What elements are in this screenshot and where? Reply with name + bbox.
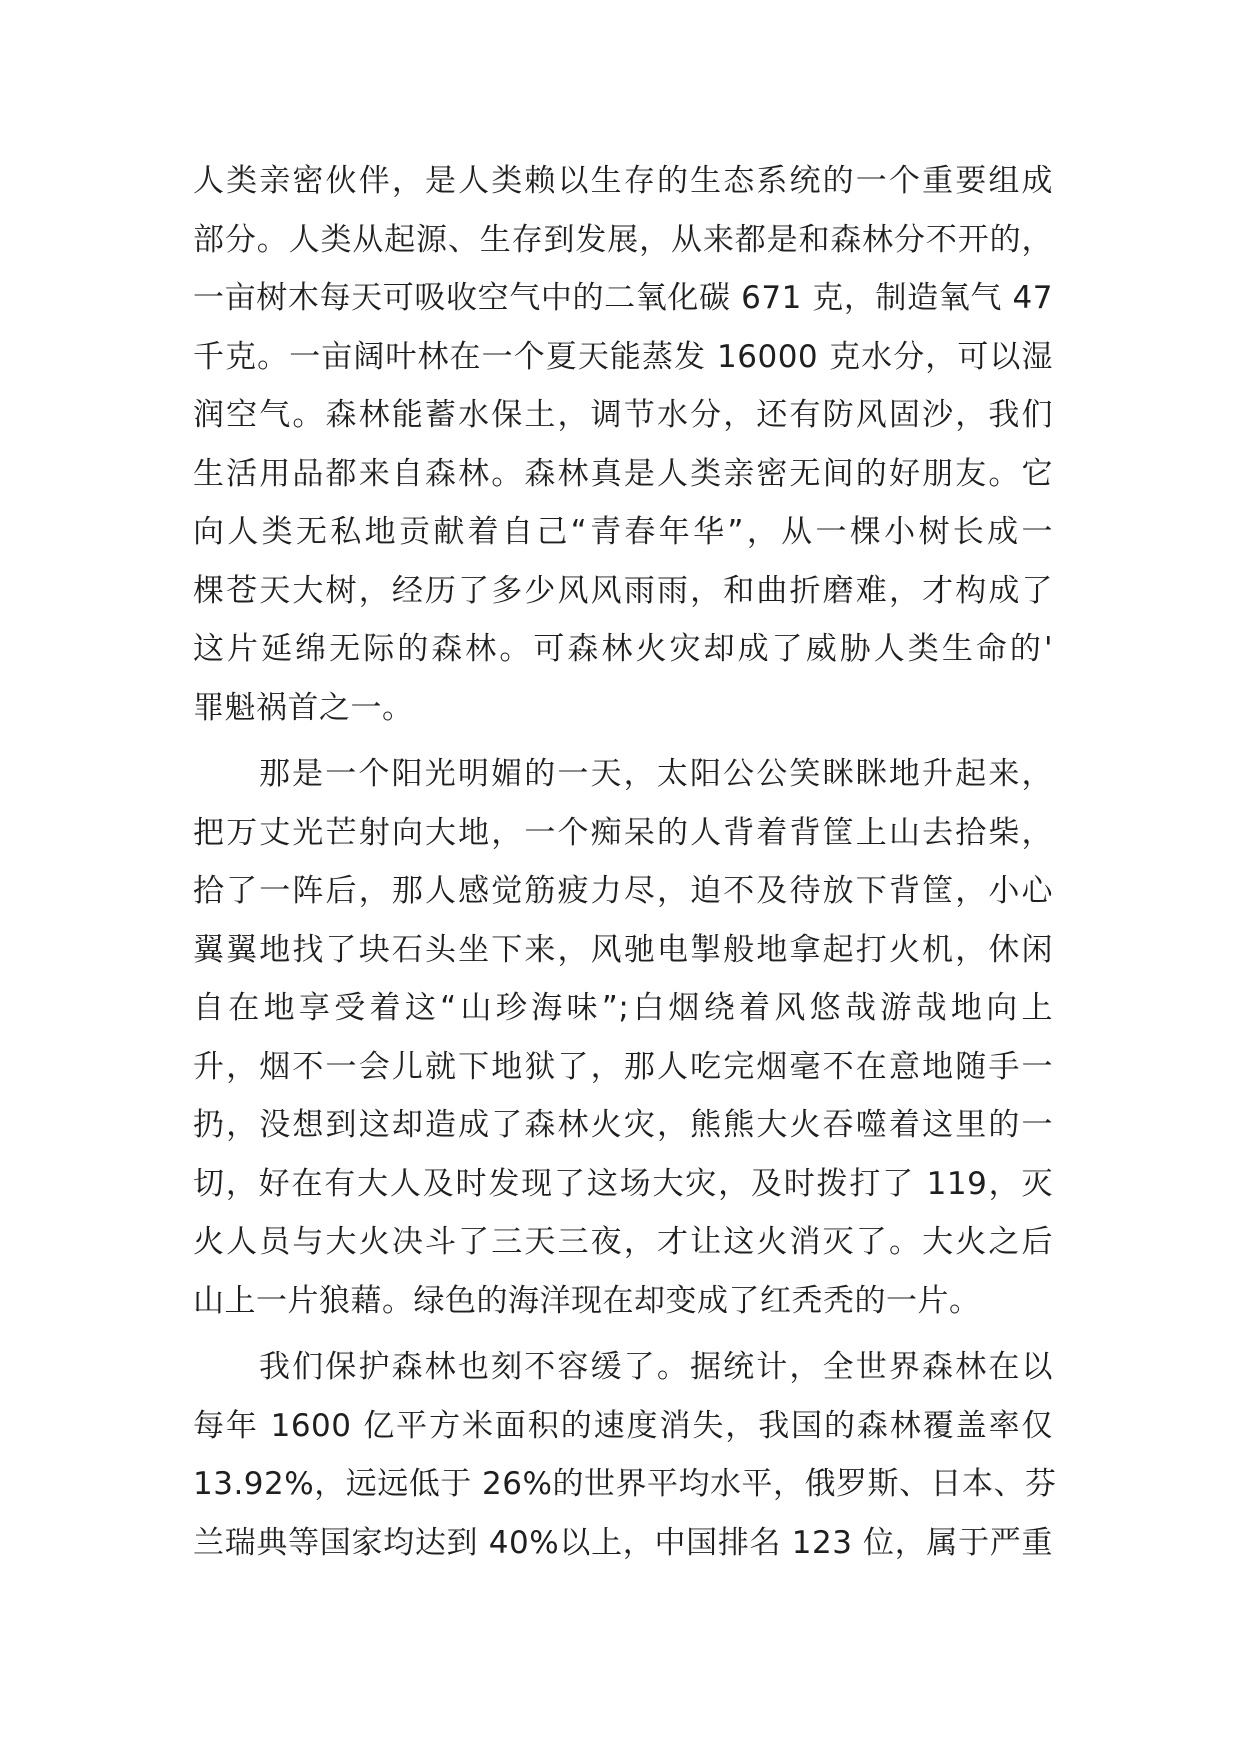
text-line: 13.92%，远远低于 26%的世界平均水平，俄罗斯、日本、芬 [193,1466,1057,1502]
text-line: 扔，没想到这却造成了森林火灾，熊熊大火吞噬着这里的一 [193,1107,1053,1143]
paragraph [193,1338,1057,1572]
body-text [193,152,1057,1572]
text-line: 每年 1600 亿平方米面积的速度消失，我国的森林覆盖率仅 [193,1407,1053,1444]
text-line: 润空气。森林能蓄水保土，调节水分，还有防风固沙，我们 [193,397,1053,433]
text-line: 兰瑞典等国家均达到 40%以上，中国排名 123 位，属于严重 [193,1524,1053,1561]
text-line: 火人员与大火决斗了三天三夜，才让这火消灭了。大火之后 [193,1224,1053,1260]
text-line: 自在地享受着这“山珍海味”;白烟绕着风悠哉游哉地向上 [193,990,1053,1026]
paragraph [193,152,1053,737]
paragraph-spacing [193,1330,1053,1338]
text-line: 那是一个阳光明媚的一天，太阳公公笑眯眯地升起来， [259,756,1053,792]
text-line: 罪魁祸首之一。 [193,689,414,726]
paragraph-spacing [193,737,1053,745]
text-line: 切，好在有大人及时发现了这场大灾，及时拨打了 119，灭 [193,1165,1053,1202]
text-line: 部分。人类从起源、生存到发展，从来都是和森林分不开的， [193,221,1053,258]
text-line: 一亩树木每天可吸收空气中的二氧化碳 671 克，制造氧气 47 [193,280,1053,316]
text-line: 千克。一亩阔叶林在一个夏天能蒸发 16000 克水分，可以湿 [193,338,1053,375]
text-line: 人类亲密伙伴，是人类赖以生存的生态系统的一个重要组成 [193,163,1053,199]
text-line: 棵苍天大树，经历了多少风风雨雨，和曲折磨难，才构成了 [193,572,1053,609]
paragraph [193,745,1053,1330]
text-line: 山上一片狼藉。绿色的海洋现在却变成了红秃秃的一片。 [193,1282,981,1319]
text-line: 这片延绵无际的森林。可森林火灾却成了威胁人类生命的' [193,631,1053,667]
text-line: 向人类无私地贡献着自己“青春年华”，从一棵小树长成一 [193,514,1053,550]
text-line: 我们保护森林也刻不容缓了。据统计，全世界森林在以 [259,1349,1053,1385]
text-line: 拾了一阵后，那人感觉筋疲力尽，迫不及待放下背筐，小心 [193,873,1053,909]
text-line: 生活用品都来自森林。森林真是人类亲密无间的好朋友。它 [193,455,1053,492]
text-line: 翼翼地找了块石头坐下来，风驰电掣般地拿起打火机，休闲 [193,931,1053,968]
text-line: 把万丈光芒射向大地，一个痴呆的人背着背筐上山去拾柴， [193,814,1053,851]
text-line: 升，烟不一会儿就下地狱了，那人吃完烟毫不在意地随手一 [193,1048,1053,1085]
